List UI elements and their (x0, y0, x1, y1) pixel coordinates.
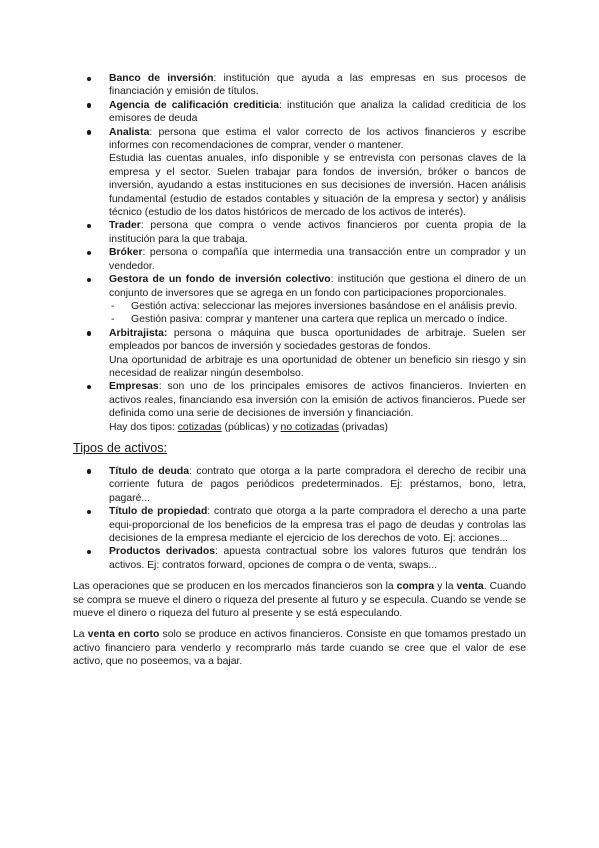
sub-list (109, 300, 526, 327)
term-label: Título de deuda (109, 465, 189, 477)
list-item (109, 465, 526, 505)
term-description: : institución que gestiona el dinero de un conjunto de inversores que se agrega en un fondo con participaciones proporcionales. (109, 274, 526, 299)
sub-list-item: - Gestión pasiva: comprar y mantener una cartera que replica un mercado o índice. (131, 313, 526, 326)
term-label: Banco de inversión (109, 73, 214, 84)
term-label: Trader (109, 220, 141, 232)
term-extra-text: Una oportunidad de arbitraje es una oportunidad de obtener un beneficio sin riesgo y sin necesidad de realizar ningún desembolso. (109, 354, 526, 379)
list-item (109, 246, 526, 273)
list-item (109, 72, 526, 99)
term-description: persona o máquina que busca oportunidades de arbitraje. Suelen ser empleados por bancos de inversión y sociedades gestoras de fondos. (109, 327, 526, 353)
term-label: Analista (109, 126, 150, 138)
cotizadas-link-text: cotizadas (177, 421, 222, 433)
asset-types-list (73, 465, 526, 572)
list-item (109, 273, 526, 327)
paragraph-short-selling: La venta en corto solo se produce en activos financieros. Consiste en que tomamos prestado un activo financiero para venderlo y recomprarlo más tarde cuando se cree que el valor de ese activo, que no poseemos, va a bajar. (73, 629, 526, 668)
term-label: Empresas (109, 381, 159, 393)
list-item (109, 219, 526, 246)
term-description: : contrato que otorga a la parte compradora el derecho de recibir una corriente futura de pagos periódicos predeterminados. Ej: préstamos, bono, letra, pagaré... (109, 465, 526, 504)
list-item (109, 505, 526, 545)
company-types-line: Hay dos tipos: cotizadas (públicas) y no cotizadas (privadas) (109, 421, 388, 433)
paragraph-operations: Las operaciones que se producen en los mercados financieros son la compra y la venta. Cuando se compra se mueve el dinero o riqueza del presente al futuro y se especula. Cuando se vende se mueve el dinero o riqueza del futuro al presente y se está especulando. (73, 581, 526, 620)
term-description: : contrato que otorga a la parte compradora el derecho a una parte equi-proporcional de los beneficios de la empresa tras el pago de deudas y controlas las decisiones de la empresa mediante el ejercicio de los derechos de voto. Ej: acciones... (109, 506, 526, 544)
list-item (109, 99, 526, 126)
term-label: Bróker (109, 247, 143, 259)
terms-list (73, 72, 526, 434)
list-item (109, 327, 526, 381)
no-cotizadas-link-text: no cotizadas (280, 421, 339, 433)
term-description: : institución que ayuda a las empresas en sus procesos de financiación y emisión de títulos. (109, 73, 526, 98)
term-extra-text: Estudia las cuentas anuales, info disponible y se entrevista con personas claves de la empresa y el sector. Suelen trabajar para fondos de inversión, bróker o bancos de inversión, ayudando a estas instituciones en sus decisiones de inversión. Hacen análisis fundamental (estudio de estados contables y situación de la empresa y sector) y análisis técnico (estudio de los datos históricos de mercado de los activos de interés). (109, 153, 526, 219)
term-label: Título de propiedad (109, 506, 208, 518)
sub-list-item: - Gestión activa: seleccionar las mejores inversiones basándose en el análisis previo. (131, 300, 526, 313)
term-description: : son uno de los principales emisores de activos financieros. Invierten en activos reales, financiando esa inversión con la emisión de activos financieros. Puede ser definida como una serie de decisiones de inversión y financiación. (109, 381, 526, 420)
section-heading: Tipos de activos: (73, 440, 168, 455)
list-item (109, 380, 526, 434)
term-label: Gestora de un fondo de inversión colectivo (109, 274, 331, 286)
term-description: : persona que estima el valor correcto de los activos financieros y escribe informes con recomendaciones de comprar, vender o mantener. (109, 126, 526, 152)
term-label: Productos derivados (109, 546, 216, 558)
term-label: Arbitrajista: (109, 327, 168, 339)
term-description: : apuesta contractual sobre los valores futuros que tendrán los activos. Ej: contratos forward, opciones de compra o de venta, swaps... (109, 546, 526, 571)
term-description: : persona o compañía que intermedia una transacción entre un comprador y un vendedor. (109, 247, 526, 272)
list-item (109, 126, 526, 220)
term-label: Agencia de calificación crediticia (109, 99, 280, 111)
term-description: : institución que analiza la calidad crediticia de los emisores de deuda (109, 99, 526, 125)
term-description: : persona que compra o vende activos financieros por cuenta propia de la institución para la que trabaja. (109, 220, 526, 245)
list-item (109, 545, 526, 572)
